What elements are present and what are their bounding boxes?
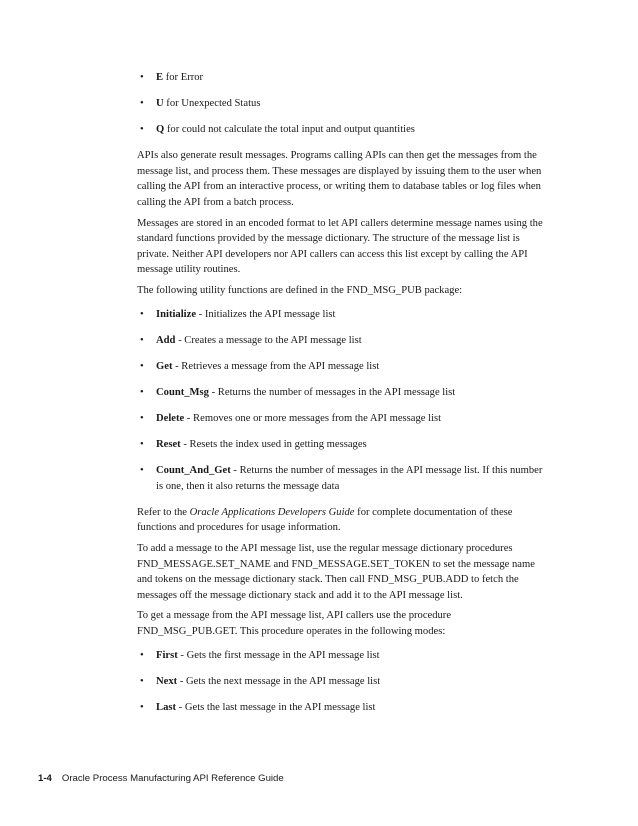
list-item-text: - Gets the first message in the API message list [177, 649, 380, 661]
list-item-text: - Resets the index used in getting messages [180, 439, 367, 451]
refer-before: Refer to the [137, 506, 190, 518]
list-item [137, 96, 547, 112]
list-item-text: - Gets the next message in the API message list [177, 675, 381, 687]
list-item-text: - Returns the number of messages in the API message list [208, 386, 456, 398]
list-item-term: Last [156, 701, 177, 713]
list-item-term: First [156, 649, 178, 661]
bullet-icon: • [140, 439, 144, 451]
paragraph-encoded-format: Messages are stored in an encoded format to let API callers determine message names using the standard functions provided by the message dictionary. The structure of the message list is private. Neither API developers nor API callers can access this list except by calling the API message utility routines. [137, 217, 543, 276]
list-item [137, 122, 547, 138]
list-item-term: E [156, 72, 164, 83]
list-item-text: for could not calculate the total input and output quantities [164, 124, 415, 136]
bullet-icon: • [140, 98, 144, 110]
bullet-icon: • [140, 413, 144, 424]
page-body [137, 70, 547, 726]
list-item [137, 700, 547, 716]
list-item-term: Count_Msg [156, 386, 209, 398]
bullet-icon: • [140, 72, 144, 83]
list-item [137, 674, 547, 690]
list-item-term: Add [156, 334, 176, 346]
page-number: 1-4 [38, 773, 52, 784]
list-item [137, 463, 547, 494]
book-reference: Oracle Applications Developers Guide [189, 506, 355, 518]
get-mode-list [137, 648, 547, 716]
list-item-term: U [156, 98, 164, 110]
paragraph-add-message: To add a message to the API message list, use the regular message dictionary procedures FND_MESSAGE.SET_NAME and FND_MESSAGE.SET_TOKEN to set the message name and tokens on the message dictionary stack. Then call FND_MSG_PUB.ADD to fetch the messages off the message dictionary stack and add it to the API message list. [137, 543, 535, 601]
list-item-text: - Removes one or more messages from the API message list [184, 413, 442, 424]
list-item-term: Initialize [156, 308, 197, 320]
list-item [137, 385, 547, 401]
list-item [137, 648, 547, 664]
bullet-icon: • [140, 465, 144, 477]
list-item-term: Delete [156, 413, 185, 424]
bullet-icon: • [140, 675, 144, 687]
list-item [137, 70, 547, 86]
list-item-text: - Gets the last message in the API message list [176, 701, 376, 713]
list-item-text: - Returns the number of messages in the API message list. If this number is one, then it also returns the message data [156, 465, 543, 492]
list-item-term: Next [156, 675, 178, 687]
bullet-icon: • [140, 334, 144, 346]
list-item-term: Reset [156, 439, 181, 451]
refer-after: for complete documentation of these functions and procedures for usage information. [137, 506, 513, 534]
list-item [137, 307, 547, 323]
list-item [137, 333, 547, 349]
list-item [137, 411, 547, 427]
list-item-text: - Creates a message to the API message list [175, 334, 362, 346]
bullet-icon: • [140, 701, 144, 713]
list-item-text: for Unexpected Status [163, 98, 261, 110]
bullet-icon: • [140, 124, 144, 136]
bullet-icon: • [140, 360, 144, 372]
list-item [137, 359, 547, 375]
utility-function-list [137, 307, 547, 495]
status-code-list [137, 70, 547, 138]
page-footer [38, 773, 284, 784]
list-item-term: Get [156, 360, 173, 372]
book-title: Oracle Process Manufacturing API Reference Guide [61, 773, 284, 784]
list-item [137, 437, 547, 453]
list-item-term: Q [156, 124, 165, 136]
list-item-text: for Error [163, 72, 204, 83]
paragraph-get-message: To get a message from the API message list, API callers use the procedure FND_MSG_PUB.GET. This procedure operates in the following modes: [137, 610, 452, 638]
bullet-icon: • [140, 308, 144, 320]
bullet-icon: • [140, 649, 144, 661]
paragraph-utility-intro: The following utility functions are defined in the FND_MSG_PUB package: [137, 285, 463, 297]
bullet-icon: • [140, 386, 144, 398]
list-item-text: - Retrieves a message from the API message list [172, 360, 380, 372]
list-item-term: Count_And_Get [156, 465, 231, 477]
list-item-text: - Initializes the API message list [196, 308, 336, 320]
paragraph-result-messages: APIs also generate result messages. Programs calling APIs can then get the messages from the message list, and process them. These messages are displayed by issuing them to the user when calling the API from an interactive process, or writing them to database tables or log files when calling the API from a batch process. [137, 150, 542, 209]
paragraph-refer [137, 505, 547, 536]
